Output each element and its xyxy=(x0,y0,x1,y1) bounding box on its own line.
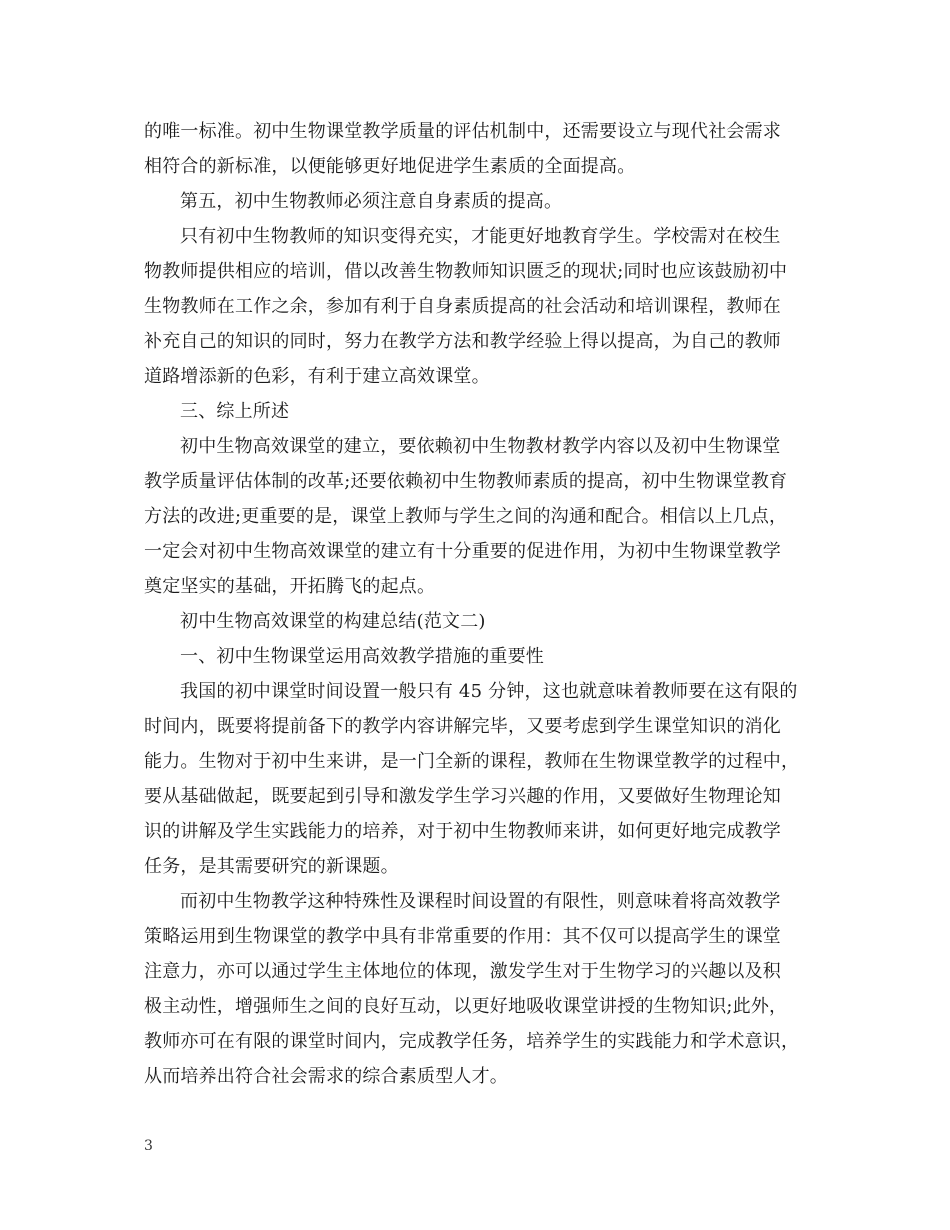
text-line-27: 教师亦可在有限的课堂时间内，完成教学任务，培养学生的实践能力和学术意识， xyxy=(144,1031,800,1052)
text-line-14: 奠定坚实的基础，开拓腾飞的起点。 xyxy=(144,576,436,597)
section-heading-summary: 三、综上所述 xyxy=(180,401,290,422)
text-line-20: 要从基础做起，既要起到引导和激发学生学习兴趣的作用，又要做好生物理论知 xyxy=(144,786,781,807)
text-line-22: 任务，是其需要研究的新课题。 xyxy=(144,856,399,877)
text-line-19: 能力。生物对于初中生来讲，是一门全新的课程，教师在生物课堂教学的过程中， xyxy=(144,751,800,772)
text-line-4: 只有初中生物教师的知识变得充实，才能更好地教育学生。学校需对在校生 xyxy=(180,226,781,247)
text-line-18: 时间内，既要将提前备下的教学内容讲解完毕，又要考虑到学生课堂知识的消化 xyxy=(144,716,781,737)
section-heading-fifth: 第五，初中生物教师必须注意自身素质的提高。 xyxy=(180,191,563,212)
text-line-11: 教学质量评估体制的改革;还要依赖初中生物教师素质的提高，初中生物课堂教育 xyxy=(144,471,788,492)
page-number: 3 xyxy=(144,1138,153,1154)
text-line-25: 注意力，亦可以通过学生主体地位的体现，激发学生对于生物学习的兴趣以及积 xyxy=(144,961,781,982)
text-line-12: 方法的改进;更重要的是，课堂上教师与学生之间的沟通和配合。相信以上几点， xyxy=(144,506,788,527)
text-line-1: 的唯一标准。初中生物课堂教学质量的评估机制中，还需要设立与现代社会需求 xyxy=(144,121,781,142)
text-line-23: 而初中生物教学这种特殊性及课程时间设置的有限性，则意味着将高效教学 xyxy=(180,891,781,912)
document-subtitle: 初中生物高效课堂的构建总结(范文二) xyxy=(180,611,486,632)
section-heading-one: 一、初中生物课堂运用高效教学措施的重要性 xyxy=(180,646,544,667)
text-line-10: 初中生物高效课堂的建立，要依赖初中生物教材教学内容以及初中生物课堂 xyxy=(180,436,781,457)
text-line-2: 相符合的新标准，以便能够更好地促进学生素质的全面提高。 xyxy=(144,156,636,177)
text-line-26: 极主动性，增强师生之间的良好互动，以更好地吸收课堂讲授的生物知识;此外， xyxy=(144,996,788,1017)
text-line-6: 生物教师在工作之余，参加有利于自身素质提高的社会活动和培训课程，教师在 xyxy=(144,296,781,317)
text-line-7: 补充自己的知识的同时，努力在教学方法和教学经验上得以提高，为自己的教师 xyxy=(144,331,781,352)
text-line-21: 识的讲解及学生实践能力的培养，对于初中生物教师来讲，如何更好地完成教学 xyxy=(144,821,781,842)
document-body xyxy=(144,114,824,1094)
text-line-8: 道路增添新的色彩，有利于建立高效课堂。 xyxy=(144,366,490,387)
text-line-24: 策略运用到生物课堂的教学中具有非常重要的作用：其不仅可以提高学生的课堂 xyxy=(144,926,781,947)
text-line-28: 从而培养出符合社会需求的综合素质型人才。 xyxy=(144,1066,508,1087)
text-line-13: 一定会对初中生物高效课堂的建立有十分重要的促进作用，为初中生物课堂教学 xyxy=(144,541,781,562)
text-line-5: 物教师提供相应的培训，借以改善生物教师知识匮乏的现状;同时也应该鼓励初中 xyxy=(144,261,788,282)
text-line-17: 我国的初中课堂时间设置一般只有 45 分钟，这也就意味着教师要在这有限的 xyxy=(180,681,798,702)
